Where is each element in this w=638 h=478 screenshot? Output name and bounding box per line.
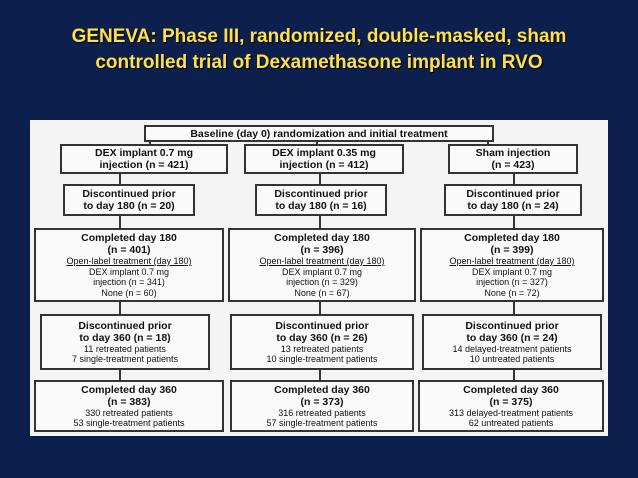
arm-1-discontinued-180-box	[63, 184, 195, 216]
arm-3-comp180-line-1: Completed day 180	[464, 232, 560, 244]
arm-1-comp360-line-4: 53 single-treatment patients	[73, 418, 185, 428]
arm-3-comp360-line-3: 313 delayed-treatment patients	[448, 407, 574, 418]
arm-1-comp180-line-1: Completed day 180	[81, 232, 177, 244]
arm-1-completed-180-box	[34, 228, 224, 302]
arm-3-disc360-line-2: to day 360 (n = 24)	[466, 331, 558, 344]
arm-3-completed-180-box	[420, 228, 604, 302]
arm-2-group-line-2: injection (n = 412)	[279, 159, 369, 171]
arm-2-group-line-1: DEX implant 0.35 mg	[272, 147, 376, 159]
arm-3-disc360-line-3: 14 delayed-treatment patients	[452, 343, 572, 354]
arm-3-group-box	[448, 144, 578, 174]
arm-3-disc360-line-4: 10 untreated patients	[469, 354, 555, 364]
arm-2-discontinued-360-box	[230, 314, 414, 370]
arm-3-comp180-line-6: None (n = 72)	[484, 287, 540, 298]
arm-1-group-line-2: injection (n = 421)	[99, 159, 189, 171]
flow-diagram	[30, 120, 608, 436]
arm-3-group-line-1: Sham injection	[475, 147, 551, 159]
arm-1-disc360-line-2: to day 360 (n = 18)	[79, 331, 171, 344]
arm-3-comp180-line-2: (n = 399)	[490, 244, 534, 256]
arm-2-comp360-line-1: Completed day 360	[274, 383, 370, 396]
arm-3-comp180-line-5: injection (n = 327)	[476, 277, 548, 287]
arm-2-comp180-line-1: Completed day 180	[274, 232, 370, 244]
arm-3-comp360-line-1: Completed day 360	[463, 383, 559, 396]
arm-2-disc360-line-1: Discontinued prior	[275, 319, 369, 332]
arm-2-group-box	[244, 144, 404, 174]
arm-2-comp360-line-4: 57 single-treatment patients	[266, 418, 378, 428]
arm-1-completed-360-box	[34, 380, 224, 432]
arm-1-disc360-line-3: 11 retreated patients	[84, 343, 166, 354]
arm-1-comp180-line-6: None (n = 60)	[101, 287, 157, 298]
arm-2-discontinued-180-box	[255, 184, 387, 216]
arm-3-discontinued-360-box	[422, 314, 602, 370]
baseline-label: Baseline (day 0) randomization and initial treatment	[190, 127, 448, 140]
arm-2-comp180-line-6: None (n = 67)	[294, 287, 350, 298]
arm-3-disc360-line-1: Discontinued prior	[465, 319, 559, 332]
arm-3-comp180-line-3: Open-label treatment (day 180)	[449, 256, 575, 266]
arm-2-comp180-line-5: injection (n = 329)	[286, 277, 358, 287]
title-line-2: controlled trial of Dexamethasone implant in RVO	[95, 52, 543, 73]
arm-1-comp360-line-2: (n = 383)	[107, 395, 151, 408]
arm-3-group-line-2: (n = 423)	[491, 159, 535, 171]
arm-2-comp180-line-4: DEX implant 0.7 mg	[281, 266, 363, 277]
arm-1-group-box	[60, 144, 228, 174]
arm-1-disc180-line-2: to day 180 (n = 20)	[83, 200, 175, 212]
title-line-1: GENEVA: Phase III, randomized, double-masked, sham	[71, 26, 567, 47]
arm-2-completed-180-box	[228, 228, 416, 302]
arm-1-disc180-line-1: Discontinued prior	[82, 188, 176, 200]
arm-1-comp180-line-5: injection (n = 341)	[93, 277, 165, 287]
arm-3-completed-360-box	[418, 380, 604, 432]
arm-3-comp180-line-4: DEX implant 0.7 mg	[471, 266, 553, 277]
arm-1-group-line-1: DEX implant 0.7 mg	[94, 147, 194, 159]
baseline-box	[144, 125, 494, 142]
arm-1-discontinued-360-box	[40, 314, 210, 370]
arm-2-completed-360-box	[230, 380, 414, 432]
arm-2-comp360-line-3: 316 retreated patients	[278, 407, 366, 418]
arm-1-comp180-line-3: Open-label treatment (day 180)	[66, 256, 192, 266]
arm-3-comp360-line-2: (n = 375)	[489, 395, 533, 408]
arm-3-disc180-line-1: Discontinued prior	[466, 188, 560, 200]
arm-2-comp360-line-2: (n = 373)	[300, 395, 344, 408]
arm-2-disc180-line-2: to day 180 (n = 16)	[275, 200, 367, 212]
arm-1-disc360-line-4: 7 single-treatment patients	[71, 354, 179, 364]
arm-1-disc360-line-1: Discontinued prior	[78, 319, 172, 332]
arm-2-disc360-line-3: 13 retreated patients	[280, 343, 364, 354]
arm-3-discontinued-180-box	[444, 184, 582, 216]
arm-2-comp180-line-3: Open-label treatment (day 180)	[259, 256, 385, 266]
arm-1-comp180-line-4: DEX implant 0.7 mg	[88, 266, 170, 277]
arm-3-disc180-line-2: to day 180 (n = 24)	[467, 200, 559, 212]
arm-2-disc360-line-4: 10 single-treatment patients	[266, 354, 378, 364]
slide-title	[0, 24, 638, 76]
arm-2-comp180-line-2: (n = 396)	[300, 244, 344, 256]
arm-1-comp360-line-3: 330 retreated patients	[85, 407, 173, 418]
arm-2-disc360-line-2: to day 360 (n = 26)	[276, 331, 368, 344]
arm-1-comp180-line-2: (n = 401)	[107, 244, 151, 256]
arm-3-comp360-line-4: 62 untreated patients	[468, 418, 554, 428]
arm-2-disc180-line-1: Discontinued prior	[274, 188, 368, 200]
arm-1-comp360-line-1: Completed day 360	[81, 383, 177, 396]
